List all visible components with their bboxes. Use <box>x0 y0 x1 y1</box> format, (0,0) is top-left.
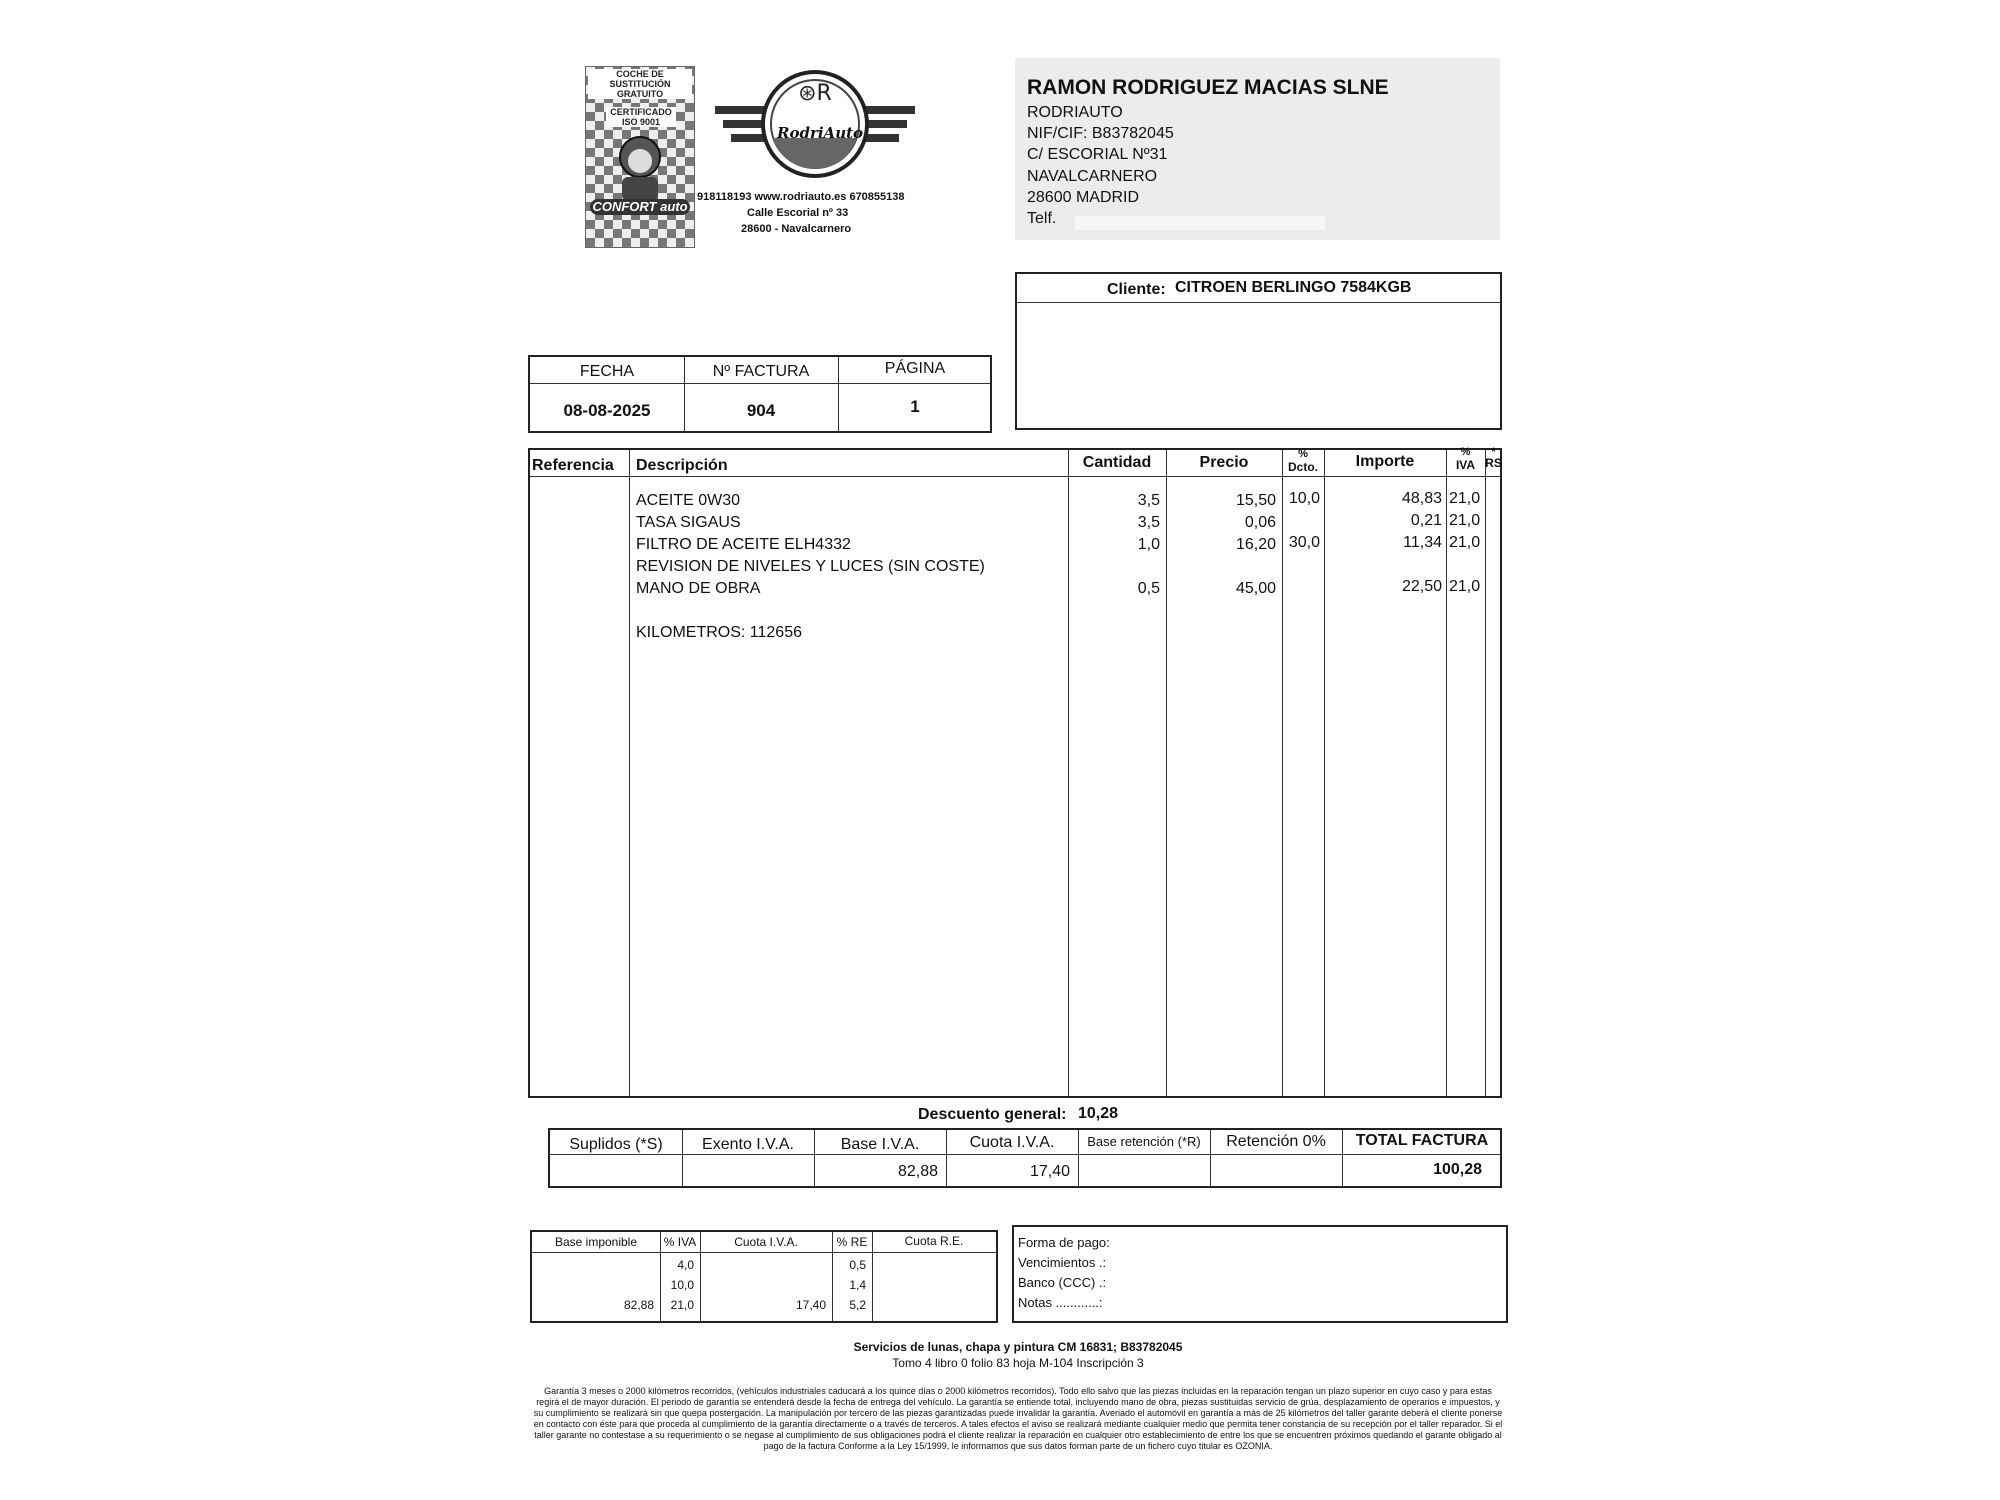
company-nif: NIF/CIF: B83782045 <box>1027 125 1174 142</box>
logo-area <box>585 66 935 251</box>
footer-line2: Tomo 4 libro 0 folio 83 hoja M-104 Inscripción 3 <box>892 1356 1144 1370</box>
payment-box <box>1012 1225 1508 1323</box>
vat-row-iva: 21,0 <box>670 1298 694 1312</box>
vat-breakdown-table <box>530 1230 998 1323</box>
invoice-meta-box <box>528 355 992 433</box>
vat-row-cuota: 17,40 <box>795 1298 826 1312</box>
logo-address-line1: Calle Escorial nº 33 <box>747 207 849 219</box>
item-dcto: 30,0 <box>1288 534 1320 551</box>
total-factura-value: 100,28 <box>1433 1161 1482 1178</box>
company-street: C/ ESCORIAL Nº31 <box>1027 146 1168 163</box>
company-name: RAMON RODRIGUEZ MACIAS SLNE <box>1027 76 1389 99</box>
cuota-iva-value: 17,40 <box>1029 1163 1070 1180</box>
notas-label: Notas ............: <box>1018 1295 1103 1310</box>
item-descripcion: ACEITE 0W30 <box>636 492 741 509</box>
item-iva: 21,0 <box>1449 490 1481 507</box>
item-descripcion: MANO DE OBRA <box>636 580 761 597</box>
company-trade-name: RODRIAUTO <box>1027 104 1123 121</box>
col-iva: IVA <box>1455 458 1476 472</box>
item-iva: 21,0 <box>1449 534 1481 551</box>
pagina-label: PÁGINA <box>884 360 946 377</box>
banco-label: Banco (CCC) .: <box>1018 1275 1107 1290</box>
discount-value: 10,28 <box>1078 1105 1119 1122</box>
item-importe: 0,21 <box>1410 512 1442 529</box>
item-precio: 15,50 <box>1235 492 1276 509</box>
vat-row-iva: 4,0 <box>677 1258 694 1272</box>
vat-cuota-re-label: Cuota R.E. <box>904 1234 964 1248</box>
company-postal: 28600 MADRID <box>1027 189 1140 206</box>
totals-table <box>548 1128 1502 1188</box>
factura-value: 904 <box>746 401 776 420</box>
client-label: Cliente: <box>1107 281 1166 298</box>
company-phone-label: Telf. <box>1027 210 1057 227</box>
item-iva: 21,0 <box>1449 512 1481 529</box>
mascot-icon <box>608 133 672 203</box>
redacted-phone <box>1075 216 1325 230</box>
fecha-label: FECHA <box>579 363 635 380</box>
base-iva-label: Base I.V.A. <box>840 1136 920 1153</box>
col-dcto-top: % <box>1298 448 1308 460</box>
company-block <box>1015 58 1500 240</box>
col-rs: RS <box>1485 456 1502 470</box>
brand-name: RodriAuto <box>777 124 864 142</box>
vat-iva-label: % IVA <box>663 1235 697 1249</box>
legal-line: pago de la factura Conforme a la Ley 15/1999, le informamos que sus datos forman parte de un fichero cuyo titular es OZONIA. <box>763 1441 1273 1451</box>
vencimientos-label: Vencimientos .: <box>1018 1255 1107 1270</box>
legal-line: regirá el de mayor duración. El periodo de garantía se entenderá desde la fecha de entrega del vehículo. La garantía se entiende total, incluyendo mano de obra, piezas sustituidas servicio de grúa, desplazamiento de operarios e impuestos, y <box>536 1397 1500 1407</box>
legal-line: su cumplimiento se realizará sin que quepa postergación. La manipulación por tercero de las piezas garantizadas puede invalidar la garantía. Averiado el automóvil en garantía a más de 25 kilómetros del taller garante deberá el cliente ponerse <box>533 1408 1503 1418</box>
col-descripcion: Descripción <box>636 457 728 474</box>
col-iva-top: % <box>1460 446 1471 458</box>
confort-auto-badge <box>585 66 695 248</box>
client-value: CITROEN BERLINGO 7584KGB <box>1175 279 1412 296</box>
vat-row-re: 5,2 <box>849 1298 866 1312</box>
base-retencion-label: Base retención (*R) <box>1087 1134 1201 1149</box>
item-importe: 11,34 <box>1403 534 1442 551</box>
item-descripcion: REVISION DE NIVELES Y LUCES (SIN COSTE) <box>636 558 985 575</box>
vat-re-label: % RE <box>836 1235 868 1249</box>
vat-base-label: Base imponible <box>554 1235 638 1249</box>
base-iva-value: 82,88 <box>897 1163 938 1180</box>
item-cantidad: 3,5 <box>1137 492 1160 509</box>
kilometros: KILOMETROS: 112656 <box>636 624 802 641</box>
discount-label: Descuento general: <box>918 1106 1067 1123</box>
legal-line: taller garante no contestase a su requerimiento o se negase al cumplimiento de sus obligaciones podrá el cliente realizar la reparación en cualquier otro establecimiento de entre los que se encuentren próximos quedando el garante obligado al <box>534 1430 1502 1440</box>
badge-cert-text: CERTIFICADO ISO 9001 <box>606 107 676 127</box>
vat-row-base: 82,88 <box>623 1298 654 1312</box>
col-importe: Importe <box>1355 453 1415 470</box>
legal-text <box>530 1386 1506 1452</box>
col-rs-top: * <box>1491 446 1496 458</box>
badge-bottom-text: CONFORT auto <box>590 199 690 215</box>
forma-pago-label: Forma de pago: <box>1018 1235 1110 1250</box>
legal-line: en contacto con éste para que proceda al cumplimiento de la garantía directamente o a través de terceros. A tales efectos el aviso se realizará mediante cualquier medio que permita tener constancia de su recepción por el taller reparador. Si el <box>533 1419 1503 1429</box>
col-referencia: Referencia <box>532 457 614 474</box>
legal-line: Garantía 3 meses o 2000 kilómetros recorridos, (vehículos industriales caducará a los quince días o 2000 kilómetros recorridos). Todo ello salvo que las piezas incluidas en la reparación tengan un plazo superior en cuyo caso y para estas <box>544 1386 1492 1396</box>
item-descripcion: TASA SIGAUS <box>636 514 741 531</box>
client-box <box>1015 272 1502 430</box>
item-cantidad: 0,5 <box>1137 580 1160 597</box>
item-precio: 16,20 <box>1235 536 1276 553</box>
item-importe: 22,50 <box>1401 578 1442 595</box>
item-cantidad: 3,5 <box>1137 514 1160 531</box>
cuota-iva-label: Cuota I.V.A. <box>969 1134 1055 1151</box>
svg-text:⊛R: ⊛R <box>798 81 832 106</box>
company-city: NAVALCARNERO <box>1027 168 1158 185</box>
factura-label: Nº FACTURA <box>712 363 810 380</box>
vat-cuota-label: Cuota I.V.A. <box>734 1235 798 1249</box>
footer-line1: Servicios de lunas, chapa y pintura CM 16831; B83782045 <box>853 1340 1183 1354</box>
logo-contact-line: 918118193 www.rodriauto.es 670855138 <box>697 191 905 203</box>
item-importe: 48,83 <box>1401 490 1442 507</box>
exento-label: Exento I.V.A. <box>702 1136 794 1153</box>
logo-address-line2: 28600 - Navalcarnero <box>741 223 852 235</box>
item-precio: 45,00 <box>1235 580 1276 597</box>
suplidos-label: Suplidos (*S) <box>569 1136 663 1153</box>
item-descripcion: FILTRO DE ACEITE ELH4332 <box>636 536 851 553</box>
col-cantidad: Cantidad <box>1082 454 1152 471</box>
fecha-value: 08-08-2025 <box>563 401 651 420</box>
col-precio: Precio <box>1199 454 1249 471</box>
badge-top-text: COCHE DE SUSTITUCIÓN GRATUITO <box>588 69 692 99</box>
col-dcto: Dcto. <box>1288 460 1318 474</box>
retencion-label: Retención 0% <box>1226 1133 1326 1150</box>
item-dcto: 10,0 <box>1288 490 1320 507</box>
vat-row-re: 1,4 <box>849 1278 866 1292</box>
pagina-value: 1 <box>910 397 920 416</box>
item-cantidad: 1,0 <box>1137 536 1160 553</box>
item-precio: 0,06 <box>1244 514 1276 531</box>
total-factura-label: TOTAL FACTURA <box>1355 1132 1489 1149</box>
line-items-table <box>528 448 1502 1098</box>
item-iva: 21,0 <box>1449 578 1481 595</box>
vat-row-re: 0,5 <box>849 1258 866 1272</box>
vat-row-iva: 10,0 <box>670 1278 694 1292</box>
